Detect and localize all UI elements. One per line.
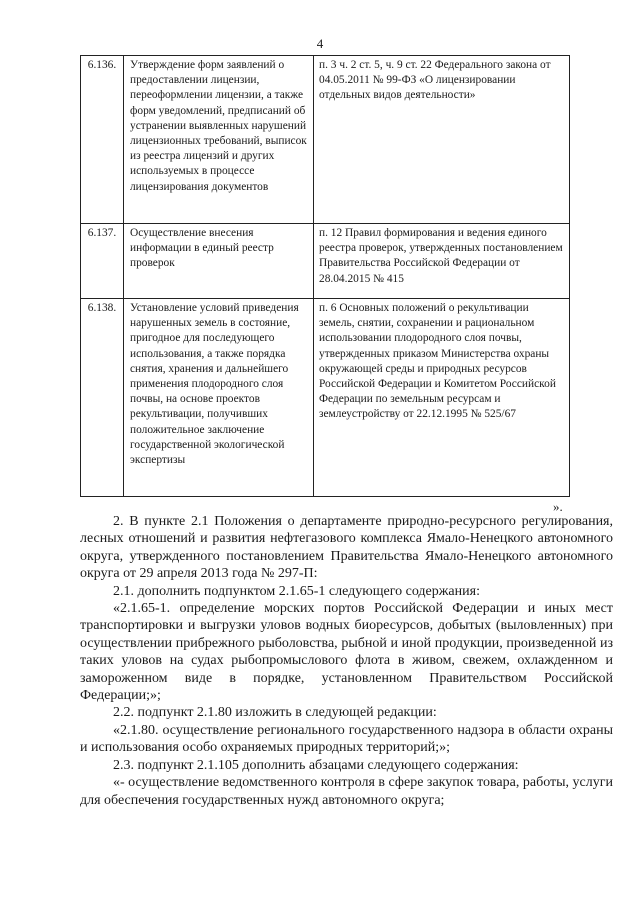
paragraph: 2.2. подпункт 2.1.80 изложить в следующей редакции: <box>113 705 437 721</box>
paragraph: 2.1. дополнить подпунктом 2.1.65-1 следующего содержания: <box>113 583 480 599</box>
row-subject: Установление условий приведения нарушенных земель в состояние, пригодное для последующего использования, а также порядка снятия, хранения и дальнейшего применения плодородного слоя почвы, на основе проектов рекультивации, получивших положительное заключение государственной экологической экспертизы <box>124 299 314 497</box>
table-closing-quote: ». <box>553 499 563 514</box>
paragraph: 2. В пункте 2.1 Положения о департаменте природно-ресурсного регулирования, лесных отношений и развития нефтегазового комплекса Ямало-Ненецкого автономного округа, утвержденного постановлением Правительства Ямало-Ненецкого автономного округа от 29 апреля 2013 года № 297-П: <box>80 514 613 582</box>
table-row <box>81 224 570 299</box>
paragraph: «2.1.65-1. определение морских портов Российской Федерации и иных мест транспортировки и выгрузки уловов водных биоресурсов, добытых (выловленных) при осуществлении прибрежного рыболовства, рыбной и иной продукции, произведенной из таких уловов на судах рыбопромыслового флота в живом, свежем, охлажденном и замороженном виде в порядке, установленном Правительством Российской Федерации;»; <box>80 601 613 704</box>
table-row <box>81 299 570 497</box>
row-subject: Утверждение форм заявлений о предоставлении лицензии, переоформлении лицензии, а также форм уведомлений, предписаний об устранении выявленных нарушений лицензионных требований, выписок из реестра лицензий и других используемых в процессе лицензирования документов <box>124 56 314 224</box>
powers-table <box>80 55 570 497</box>
row-number: 6.136. <box>81 56 124 224</box>
row-subject: Осуществление внесения информации в единый реестр проверок <box>124 224 314 299</box>
table-row <box>81 56 570 224</box>
page-number: 4 <box>316 36 324 51</box>
paragraph: «2.1.80. осуществление регионального государственного надзора в области охраны и использования особо охраняемых природных территорий;»; <box>80 722 613 756</box>
amendment-text <box>80 513 613 809</box>
row-legal-basis: п. 12 Правил формирования и ведения единого реестра проверок, утвержденных постановлением Правительства Российской Федерации от 28.04.2015 № 415 <box>314 224 570 299</box>
row-legal-basis: п. 3 ч. 2 ст. 5, ч. 9 ст. 22 Федерального закона от 04.05.2011 № 99-ФЗ «О лицензировании отдельных видов деятельности» <box>314 56 570 224</box>
paragraph: 2.3. подпункт 2.1.105 дополнить абзацами следующего содержания: <box>113 757 519 773</box>
row-number: 6.137. <box>81 224 124 299</box>
row-number: 6.138. <box>81 299 124 497</box>
paragraph: «- осуществление ведомственного контроля в сфере закупок товара, работы, услуги для обеспечения государственных нужд автономного округа; <box>80 775 613 808</box>
row-legal-basis: п. 6 Основных положений о рекультивации земель, снятии, сохранении и рациональном использовании плодородного слоя почвы, утвержденных приказом Министерства охраны окружающей среды и природных ресурсов Российской Федерации и Комитетом Российской Федерации по земельным ресурсам и землеустройству от 22.12.1995 № 525/67 <box>314 299 570 497</box>
